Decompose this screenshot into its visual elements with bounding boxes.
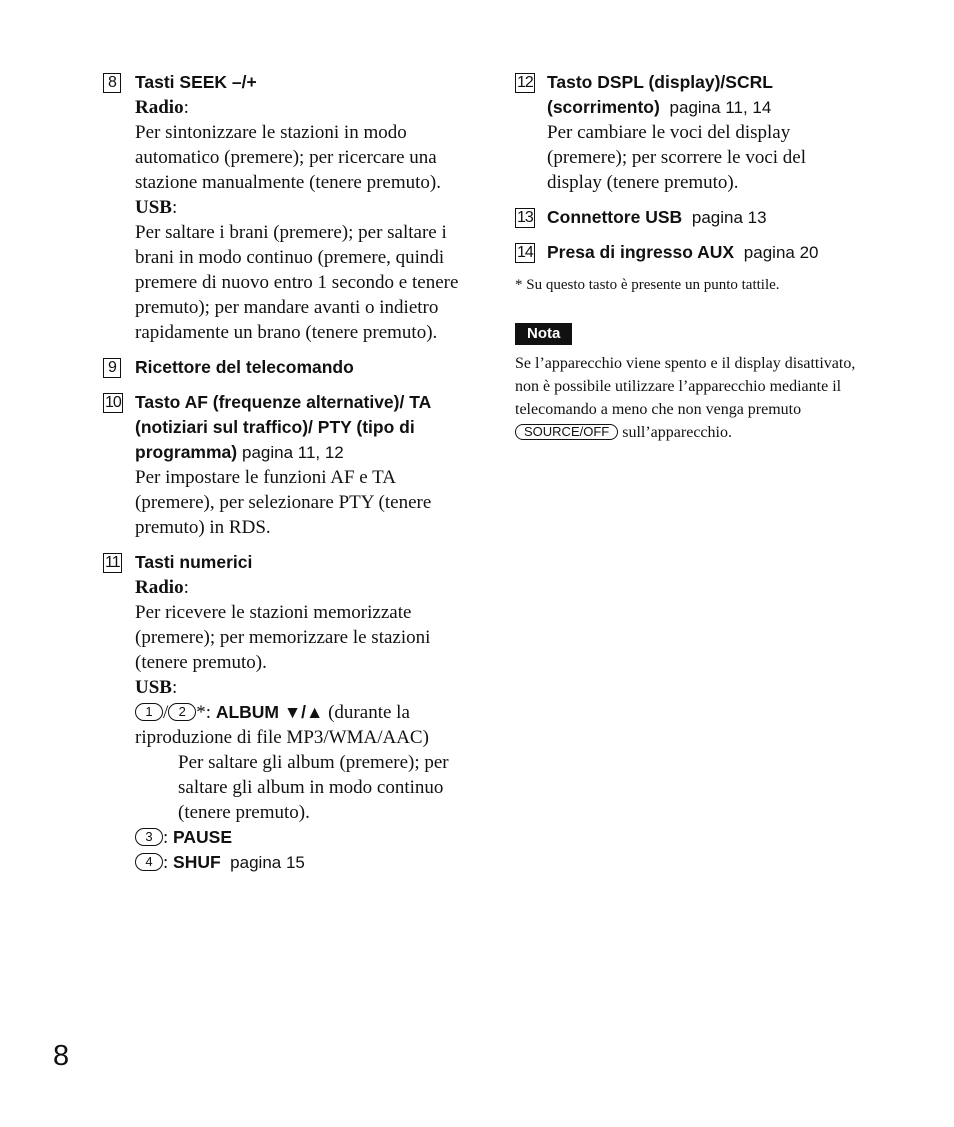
item-10-text: Per impostare le funzioni AF e TA (premere), per selezionare PTY (tenere premuto) in RDS. bbox=[135, 467, 432, 538]
nota-text-before: Se l’apparecchio viene spento e il display disattivato, non è possibile utilizzare l’apparecchio mediante il telecomando a meno che non venga premuto bbox=[515, 355, 856, 418]
pause-label: PAUSE bbox=[173, 827, 233, 847]
item-number-12: 12 bbox=[517, 74, 533, 91]
item-13-title: Connettore USB bbox=[547, 207, 683, 227]
item-11-title: Tasti numerici bbox=[135, 552, 253, 572]
left-column bbox=[103, 70, 473, 885]
item-10-page-ref: pagina 11, 12 bbox=[241, 443, 344, 462]
item-8-usb-text: Per saltare i brani (premere); per saltare i brani in modo continuo (premere, quindi premere di nuovo entro 1 secondo e tenere premuto); per mandare avanti o indietro rapidamente un brano (tenere premuto). bbox=[135, 222, 459, 343]
item-13 bbox=[515, 205, 860, 230]
item-8-radio-text: Per sintonizzare le stazioni in modo automatico (premere); per ricercare una stazione manualmente (tenere premuto). bbox=[135, 122, 441, 193]
item-12-page-ref: pagina 11, 14 bbox=[669, 98, 772, 117]
page-number: 8 bbox=[53, 1040, 70, 1072]
item-9-title: Ricettore del telecomando bbox=[135, 357, 354, 377]
item-11-radio-text: Per ricevere le stazioni memorizzate (premere); per memorizzare le stazioni (tenere premuto). bbox=[135, 602, 431, 673]
item-number-9: 9 bbox=[103, 358, 121, 378]
item-8-title: Tasti SEEK –/+ bbox=[135, 72, 257, 92]
key-3-icon: 3 bbox=[135, 828, 163, 846]
item-number-10: 10 bbox=[105, 394, 121, 411]
album-text: Per saltare gli album (premere); per saltare gli album in modo continuo (tenere premuto). bbox=[178, 752, 449, 823]
item-14-page-ref: pagina 20 bbox=[743, 243, 819, 262]
source-off-key: SOURCE/OFF bbox=[515, 424, 618, 440]
shuf-label: SHUF bbox=[173, 852, 221, 872]
item-11: 11 Tasti numerici Radio: Per ricevere le stazioni memorizzate (premere); per memorizzare le stazioni (tenere premuto). USB: 1 / 2 *: ALBUM ▼/▲ (durante la riproduzione di file MP3/WMA/AAC) Per saltare gli album (premere); per saltare gli album in modo continuo (tenere premuto). 3 : PAUSE 4 : SHUF pagina 15 bbox=[103, 550, 473, 875]
album-label: ALBUM ▼/▲ bbox=[215, 702, 324, 722]
item-number-8: 8 bbox=[103, 73, 121, 93]
key-2-icon: 2 bbox=[168, 703, 196, 721]
item-14-title: Presa di ingresso AUX bbox=[547, 242, 735, 262]
item-number-11: 11 bbox=[105, 554, 120, 571]
item-8: 8 Tasti SEEK –/+ Radio: Per sintonizzare le stazioni in modo automatico (premere); per ricercare una stazione manualmente (tenere premuto). USB: Per saltare i brani (premere); per saltare i brani in modo continuo (premere, quindi premere di nuovo entro 1 secondo e tenere premuto); per mandare avanti o indietro rapidamente un brano (tenere premuto). bbox=[103, 70, 473, 345]
item-11-radio-label: Radio bbox=[135, 577, 184, 598]
footnote: * Su questo tasto è presente un punto tattile. bbox=[515, 277, 780, 293]
item-8-usb-label: USB bbox=[135, 197, 172, 218]
key-1-icon: 1 bbox=[135, 703, 163, 721]
item-12-text: Per cambiare le voci del display (premere); per scorrere le voci del display (tenere premuto). bbox=[547, 122, 806, 193]
right-column bbox=[515, 70, 860, 444]
item-8-radio-label: Radio bbox=[135, 97, 184, 118]
item-10 bbox=[103, 390, 473, 540]
item-10-title: Tasto AF (frequenze alternative)/ TA (notiziari sul traffico)/ PTY (tipo di programma) bbox=[135, 392, 431, 462]
item-12 bbox=[515, 70, 860, 195]
shuf-page-ref: pagina 15 bbox=[230, 853, 305, 872]
item-9 bbox=[103, 355, 473, 380]
key-4-icon: 4 bbox=[135, 853, 163, 871]
album-line: 1 / 2 *: ALBUM ▼/▲ (durante la riproduzione di file MP3/WMA/AAC) bbox=[135, 702, 429, 748]
item-14 bbox=[515, 240, 860, 265]
item-12-title: Tasto DSPL (display)/SCRL (scorrimento) bbox=[547, 72, 773, 117]
item-13-page-ref: pagina 13 bbox=[691, 208, 767, 227]
nota-text-after: sull’apparecchio. bbox=[622, 424, 732, 441]
pause-line: 3 : PAUSE bbox=[135, 825, 473, 850]
album-condition: (durante la riproduzione di file MP3/WMA/AAC) bbox=[135, 702, 429, 748]
nota-text bbox=[515, 352, 860, 444]
item-number-13: 13 bbox=[517, 209, 533, 226]
item-11-usb-label: USB bbox=[135, 677, 172, 698]
nota-label: Nota bbox=[515, 323, 572, 345]
item-number-14: 14 bbox=[517, 244, 533, 261]
shuf-line: 4 : SHUF pagina 15 bbox=[135, 850, 473, 875]
